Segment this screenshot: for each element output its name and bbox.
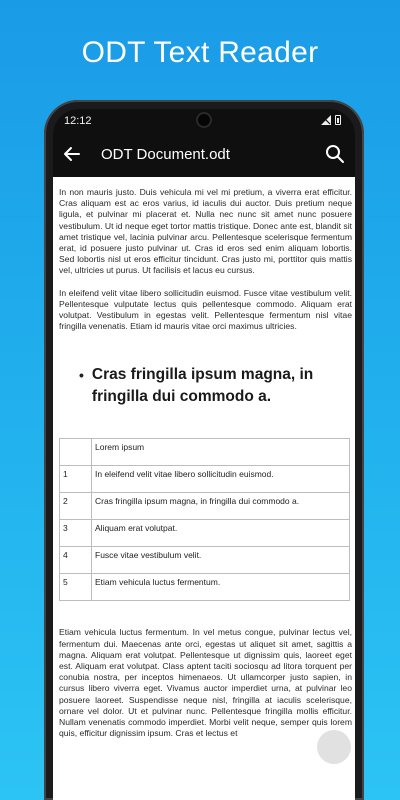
- table-cell: 5: [60, 574, 92, 601]
- battery-icon: [335, 115, 341, 125]
- table-cell: [60, 439, 92, 466]
- document-paragraph: Etiam vehicula luctus fermentum. In vel metus congue, pulvinar lectus vel, fermentum dui. Maecenas ante orci, egestas ut aliquet sit amet, sagittis a magna. Aliquam erat volutpat. Pellentesque ut dignissim quis, laoreet eget est. Aliquam erat volutpat. Class aptent taciti sociosqu ad litora torquent per conubia nostra, per inceptos himenaeos. Ut ullamcorper justo sapien, in cursus libero viverra eget. Vivamus auctor imperdiet urna, at pulvinar leo posuere laoreet. Suspendisse neque nisl, fringilla at iaculis scelerisque, ornare vel dolor. Ut et pulvinar nunc. Pellentesque fringilla mollis efficitur. Nullam venenatis commodo imperdiet. Morbi velit neque, semper quis lorem quis, efficitur dignissim ipsum. Cras et lectus et: [59, 627, 352, 739]
- status-bar: [53, 109, 355, 133]
- table-row: [60, 493, 350, 520]
- document-table: [59, 438, 350, 601]
- bullet-text: Cras fringilla ipsum magna, in fringilla dui commodo a.: [91, 366, 314, 406]
- bullet-item: [79, 364, 352, 408]
- arrow-back-icon[interactable]: [60, 142, 84, 166]
- table-cell: 4: [60, 547, 92, 574]
- status-time: 12:12: [64, 115, 92, 127]
- table-cell: Aliquam erat volutpat.: [92, 520, 350, 547]
- table-cell: Fusce vitae vestibulum velit.: [92, 547, 350, 574]
- table-cell: In eleifend velit vitae libero sollicitudin euismod.: [92, 466, 350, 493]
- bullet-icon: •: [79, 367, 84, 384]
- table-cell: Cras fringilla ipsum magna, in fringilla dui commodo a.: [92, 493, 350, 520]
- table-row: [60, 574, 350, 601]
- table-cell: 3: [60, 520, 92, 547]
- document-view[interactable]: [53, 177, 355, 800]
- document-paragraph: In eleifend velit vitae libero sollicitudin euismod. Fusce vitae vestibulum velit. Pellentesque vulputate lectus quis pellentesque commodo. Aliquam erat volutpat. Vestibulum in egestas velit. Pellentesque fermentum nisl vitae fringilla venenatis. Etiam id mauris vitae orci maximus ultricies.: [59, 287, 352, 332]
- table-cell: 2: [60, 493, 92, 520]
- table-row: [60, 520, 350, 547]
- table-cell: Etiam vehicula luctus fermentum.: [92, 574, 350, 601]
- promo-title: ODT Text Reader: [81, 36, 319, 69]
- status-icons: [321, 115, 341, 125]
- phone-screen: [53, 109, 355, 800]
- app-bar: [53, 133, 355, 177]
- table-header-row: [60, 439, 350, 466]
- search-icon[interactable]: [323, 142, 347, 166]
- scroll-handle[interactable]: [317, 730, 351, 764]
- table-cell: Lorem ipsum: [92, 439, 350, 466]
- signal-icon: [321, 115, 331, 125]
- camera-icon: [198, 114, 210, 126]
- table-cell: 1: [60, 466, 92, 493]
- document-paragraph: In non mauris justo. Duis vehicula mi vel mi pretium, a viverra erat efficitur. Cras aliquam est ac eros varius, id iaculis dui auctor. Duis pretium neque ligula, et pulvinar mi placerat et. Nulla nec nunc sit amet nunc posuere vestibulum. Ut id neque eget tortor mattis tristique. Donec ante est, blandit sit amet tristique vel, lacinia pulvinar arcu. Pellentesque scelerisque fermentum erat, id posuere justo pulvinar ut. Cras id eros sed enim aliquam lobortis. Sed lobortis nisl ut eros efficitur tincidunt. Cras justo mi, porttitor quis mattis vel, ultricies ut purus. Ut facilisis et lacus eu cursus.: [59, 187, 352, 276]
- app-bar-title: ODT Document.odt: [101, 146, 230, 163]
- phone-frame: [44, 100, 364, 800]
- table-row: [60, 547, 350, 574]
- table-row: [60, 466, 350, 493]
